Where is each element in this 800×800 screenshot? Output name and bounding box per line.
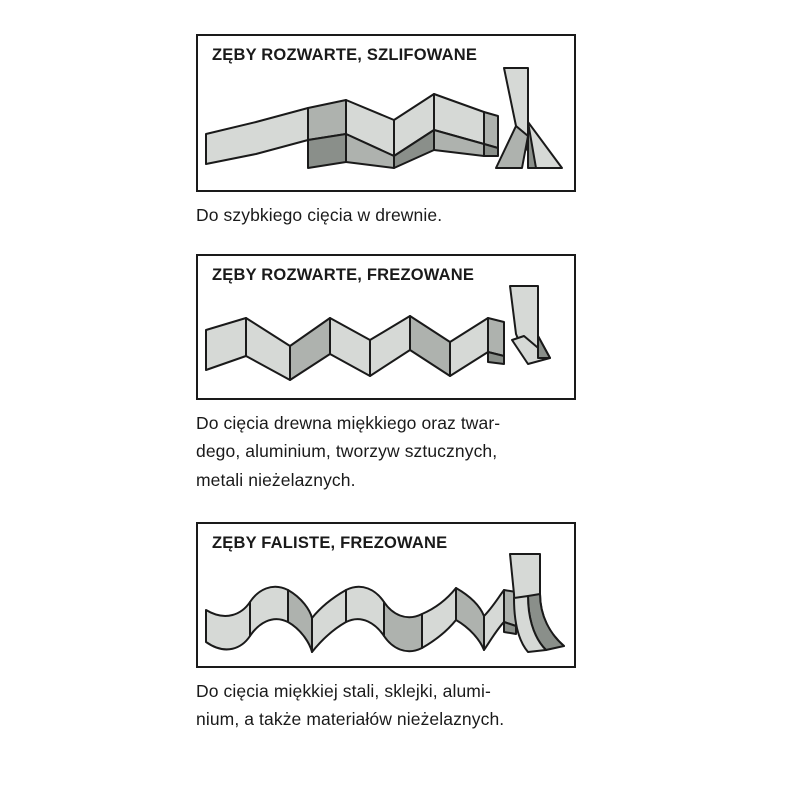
panel-teeth-wavy-milled [196,522,576,668]
illustration-wavy-milled-teeth [198,552,574,660]
panel-teeth-set-ground [196,34,576,192]
diagram-block-teeth-set-milled [196,254,576,494]
caption-line: dego, aluminium, tworzyw sztucznych, [196,441,498,462]
caption-line: Do cięcia miękkiej stali, sklejki, alumi- [196,681,491,701]
illustration-angled-ground-teeth [198,64,574,182]
diagram-block-teeth-set-ground [196,34,576,229]
caption-line: nium, a także materiałów nieżelaznych. [196,709,505,730]
panel-title: ZĘBY ROZWARTE, SZLIFOWANE [212,46,478,64]
illustration-angled-milled-teeth [198,284,574,392]
caption-line: Do cięcia drewna miękkiego oraz twar- [196,413,501,433]
panel-title: ZĘBY ROZWARTE, FREZOWANE [212,266,475,284]
diagram-block-teeth-wavy-milled [196,522,576,734]
caption-teeth-set-milled [196,400,576,494]
caption-teeth-set-ground [196,192,576,229]
panel-teeth-set-milled [196,254,576,400]
caption-line: metali nieżelaznych. [196,469,356,490]
caption-teeth-wavy-milled [196,668,576,734]
panel-title: ZĘBY FALISTE, FREZOWANE [212,534,448,552]
caption-line: Do szybkiego cięcia w drewnie. [196,205,443,225]
